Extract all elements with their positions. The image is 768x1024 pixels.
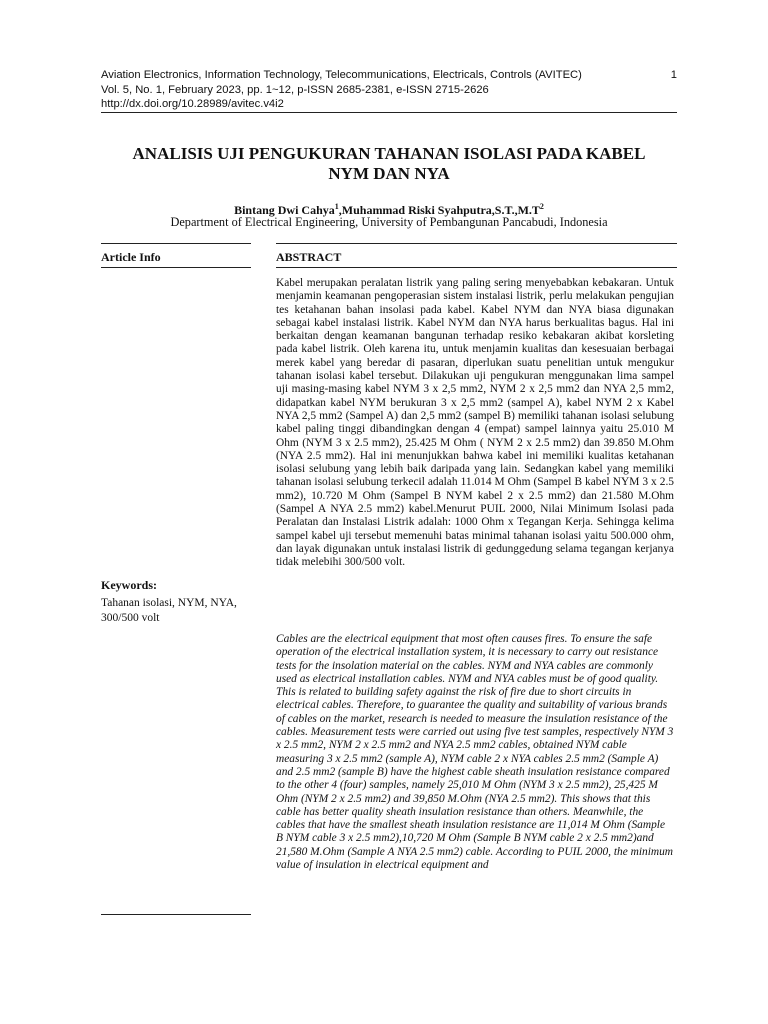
paper-title — [101, 144, 677, 184]
running-header — [101, 68, 677, 112]
page-number: 1 — [670, 69, 677, 81]
article-info-rule-top — [101, 243, 251, 244]
article-info-heading: Article Info — [101, 250, 161, 264]
journal-name: Aviation Electronics, Information Technology, Telecommunications, Electricals, Controls (AVITEC) — [101, 69, 582, 81]
article-info-rule-bottom — [101, 914, 251, 915]
abstract-rule-mid — [276, 267, 677, 268]
keywords-list: Tahanan isolasi, NYM, NYA, 300/500 volt — [101, 597, 237, 624]
doi-link[interactable]: http://dx.doi.org/10.28989/avitec.v4i2 — [101, 98, 284, 110]
article-info-rule-mid — [101, 267, 251, 268]
affiliation: Department of Electrical Engineering, University of Pembangunan Pancabudi, Indonesia — [170, 215, 608, 229]
header-divider — [101, 112, 677, 113]
abstract-heading: ABSTRACT — [276, 250, 342, 264]
author-2: Muhammad Riski Syahputra,S.T.,M.T — [341, 203, 540, 217]
abstract-rule-top — [276, 243, 677, 244]
author-1: Bintang Dwi Cahya — [234, 203, 335, 217]
title-line-2: NYM DAN NYA — [328, 164, 450, 183]
abstract-indonesian: Kabel merupakan peralatan listrik yang paling sering menyebabkan kebakaran. Untuk menjamin keamanan pengoperasian sistem instalasi listrik, perlu melakukan pengujian tes ketahanan bahan insolasi pada kabel. Kabel NYM dan NYA biasa digunakan sebagai kabel instalasi listrik. Kabel NYM dan NYA harus berkualitas bagus. Hal ini berkaitan dengan keamanan bangunan terhadap resiko kebakaran akibat korsleting pada kabel listrik. Oleh karena itu, untuk menjamin kualitas dan kesesuaian berbagai merek kabel yang beredar di pasaran, diperlukan suatu penelitian untuk mengukur tahanan isolasi kabel tersebut. Dilakukan uji pengukuran menggunakan lima sampel uji masing-masing kabel NYM 3 x 2,5 mm2, NYM 2 x 2,5 mm2 dan NYA 2,5 mm2, didapatkan kabel NYM berukuran 3 x 2,5 mm2 (sampel A), kabel NYM 2 x Kabel NYA 2,5 mm2 (Sampel A) dan 2,5 mm2 (sampel B) memiliki tahanan isolasi selubung kabel paling tinggi dibandingkan dengan 4 (empat) sampel lainnya yaitu 25.010 M Ohm (NYM 3 x 2.5 mm2), 25.425 M Ohm ( NYM 2 x 2.5 mm2) dan 39.850 M.Ohm (NYA 2.5 mm2). Hal ini menunjukkan bahwa kabel ini memiliki kualitas ketahanan isolasi selubung yang lebih baik daripada yang lain. Sedangkan kabel yang memiliki tahanan isolasi selubung terkecil adalah 11.014 M Ohm (Sampel B kabel NYM 3 x 2.5 mm2), 10.720 M Ohm (Sampel B NYM kabel 2 x 2.5 mm2) dan 21.580 M.Ohm (Sampel A NYA 2.5 mm2) kabel.Menurut PUIL 2000, Nilai Minimum Isolasi pada Peralatan dan Instalasi Listrik adalah: 1000 Ohm x Tegangan Kerja. Sehingga kelima sampel kabel uji tersebut memenuhi batas minimal tahanan isolasi yaitu 500.000 ohm, dan layak digunakan untuk instalasi listrik di gedunggedung selama tegangan kerjanya tidak melebihi 300/500 volt. — [276, 277, 674, 569]
title-line-1: ANALISIS UJI PENGUKURAN TAHANAN ISOLASI PADA KABEL — [132, 144, 646, 163]
author-1-affiliation-mark: 1 — [334, 202, 339, 211]
author-separator: , — [338, 203, 342, 217]
author-2-affiliation-mark: 2 — [539, 202, 544, 211]
issue-info: Vol. 5, No. 1, February 2023, pp. 1~12, p-ISSN 2685-2381, e-ISSN 2715-2626 — [101, 83, 489, 96]
abstract-english: Cables are the electrical equipment that most often causes fires. To ensure the safe operation of the electrical installation system, it is necessary to carry out resistance tests for the insolation material on the cables. NYM and NYA cables are commonly used as electrical installation cables. NYM and NYA cables must be of good quality. This is related to building safety against the risk of fire due to short circuits in electrical cables. Therefore, to guarantee the quality and suitability of various brands of cables on the market, research is needed to measure the insulation resistance of the cables. Measurement tests were carried out using five test samples, respectively NYM 3 x 2.5 mm2, NYM 2 x 2.5 mm2 and NYA 2.5 mm2 cables, obtained NYM cable measuring 3 x 2.5 mm2 (sample A), NYM cable 2 x NYA cables 2.5 mm2 (Sample A) and 2.5 mm2 (sample B) have the highest cable sheath insulation resistance compared to the other 4 (four) samples, namely 25,010 M Ohm (NYM 3 x 2.5 mm2), 25,425 M Ohm (NYM 2 x 2.5 mm2) and 39,850 M.Ohm (NYA 2.5 mm2). This shows that this cable has better quality sheath insulation resistance than others. Meanwhile, the cables that have the smallest sheath insulation resistance are 11,014 M Ohm (Sample B NYM cable 3 x 2.5 mm2),10,720 M Ohm (Sample B NYM cable 2 x 2.5 mm2)and 21,580 M.Ohm (Sample A NYA 2.5 mm2) cable. According to PUIL 2000, the minimum value of insulation in electrical equipment and — [276, 633, 674, 872]
keywords-heading: Keywords: — [101, 578, 157, 592]
